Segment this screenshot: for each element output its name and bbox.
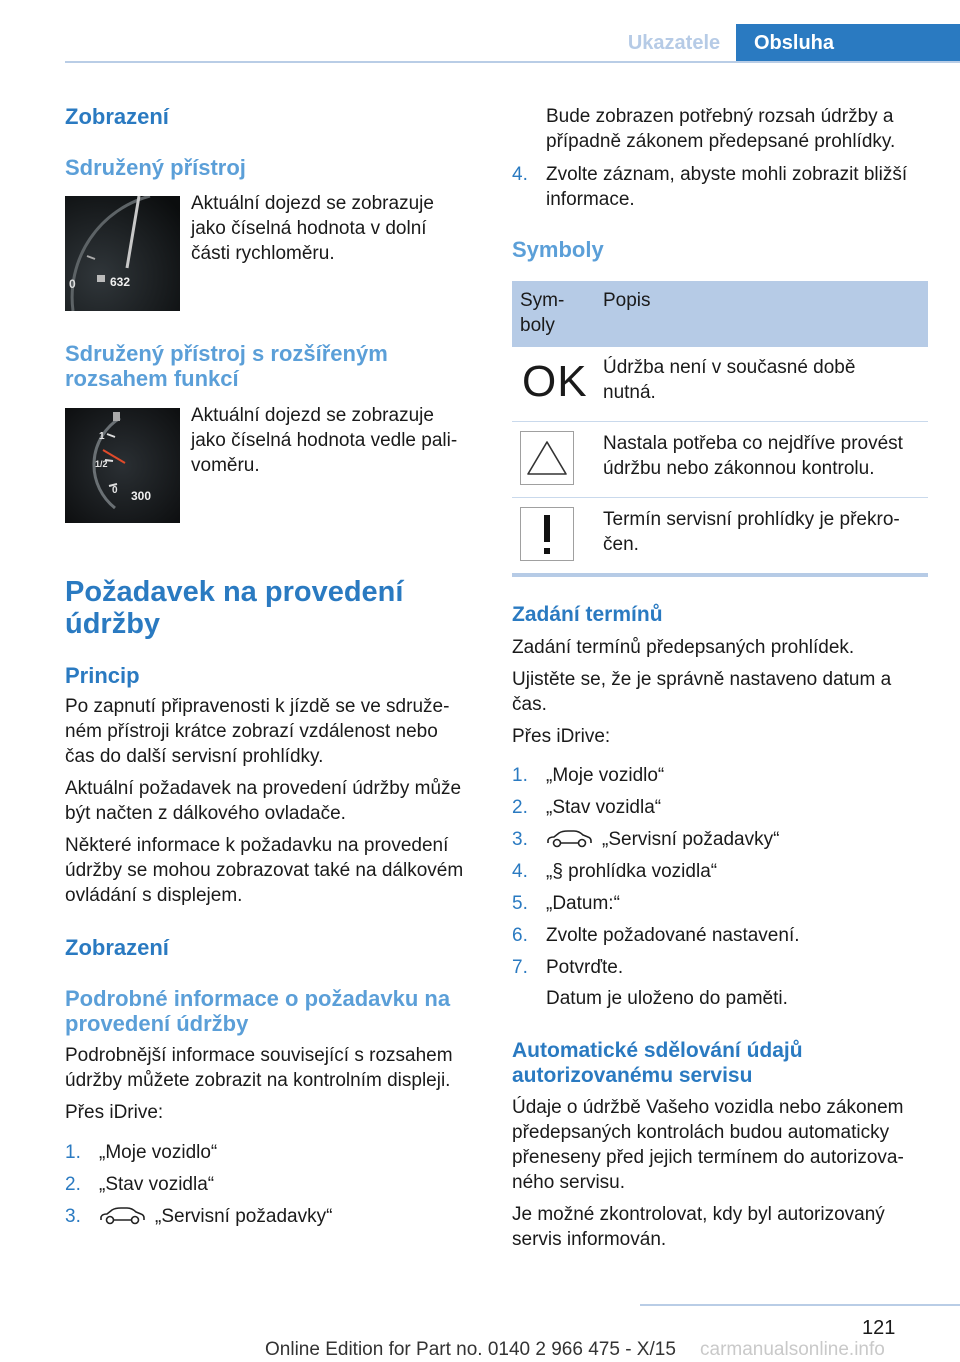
- car-icon: [546, 829, 592, 849]
- table-end-rule: [512, 573, 928, 577]
- table-header-symbols: Sym‐ boly: [520, 290, 565, 336]
- step-item: „§ prohlídka vozidla“: [546, 861, 718, 882]
- pres-idrive-right: Přes iDrive:: [512, 726, 611, 747]
- tab-ukazatele[interactable]: Ukazatele: [627, 32, 721, 54]
- range-value-extended: 300: [131, 489, 152, 503]
- table-row-desc: Údržba není v současné době nutná.: [603, 357, 856, 403]
- step-number: 4.: [512, 861, 528, 882]
- auto-paragraph-2: Je možné zkontrolovat, kdy byl autorizovaný servis informován.: [512, 1204, 885, 1250]
- heading-rozsireny: Sdružený přístroj s rozšířeným rozsahem funkcí: [65, 341, 388, 391]
- fuel-gauge-graphic: [65, 408, 180, 523]
- range-value: 632: [110, 275, 131, 289]
- zadani-paragraph-2: Ujistěte se, že je správně nastaveno datum a čas.: [512, 669, 892, 715]
- step-number: 2.: [512, 797, 528, 818]
- step-item: Zvolte požadované nastavení.: [546, 925, 800, 946]
- heading-podrobne: Podrobné informace o požadavku na provedení údržby: [65, 986, 451, 1036]
- speedometer-graphic: [65, 196, 180, 311]
- car-icon: [99, 1206, 145, 1226]
- heading-zadani-terminu: Zadání termínů: [512, 603, 663, 626]
- table-header: [512, 281, 928, 347]
- watermark: carmanualsonline.info: [700, 1339, 885, 1360]
- step-number: 4.: [512, 164, 528, 185]
- speedo-zero-label: 0: [69, 277, 76, 291]
- step-number: 1.: [65, 1142, 81, 1163]
- step-item: „Servisní požadavky“: [602, 829, 780, 850]
- podrobne-paragraph: Podrobnější informace související s rozsahem údržby můžete zobrazit na kontrolním displeji.: [65, 1045, 453, 1091]
- sdruzeny-text: Aktuální dojezd se zobrazuje jako číselná hodnota v dolní části rychloměru.: [191, 193, 434, 264]
- princip-paragraph-1: Po zapnutí připravenosti k jízdě se ve sdruže‐ ném přístroji krátce zobrazí vzdálenost nebo čas do další servisní prohlídky.: [65, 696, 450, 767]
- edition-line: Online Edition for Part no. 0140 2 966 475 - X/15: [265, 1339, 676, 1360]
- header-rule: [65, 61, 960, 63]
- heading-zobrazeni-2: Zobrazení: [65, 935, 169, 960]
- tab-obsluha[interactable]: Obsluha: [736, 24, 960, 62]
- heading-zobrazeni: Zobrazení: [65, 104, 169, 129]
- step-item: „Moje vozidlo“: [99, 1142, 218, 1163]
- table-row-separator: [512, 421, 928, 422]
- heading-symboly: Symboly: [512, 237, 604, 262]
- step-number: 3.: [512, 829, 528, 850]
- zadani-paragraph-1: Zadání termínů předepsaných prohlídek.: [512, 637, 855, 658]
- step-item: „Stav vozidla“: [546, 797, 662, 818]
- step-number: 6.: [512, 925, 528, 946]
- princip-paragraph-2: Aktuální požadavek na provedení údržby může být načten z dálkového ovladače.: [65, 778, 462, 824]
- step3-continuation: Bude zobrazen potřebný rozsah údržby a případně zákonem předepsané prohlídky.: [546, 106, 896, 152]
- heading-automaticke: Automatické sdělování údajů autorizovanému servisu: [512, 1039, 803, 1087]
- table-row-desc: Nastala potřeba co nejdříve provést údržbu nebo zákonnou kontrolu.: [603, 433, 903, 479]
- step-item: „Servisní požadavky“: [155, 1206, 333, 1227]
- step-number: 7.: [512, 957, 528, 978]
- step-number: 2.: [65, 1174, 81, 1195]
- heading-princip: Princip: [65, 663, 140, 688]
- ok-symbol-icon: OK: [522, 357, 588, 406]
- step-number: 3.: [65, 1206, 81, 1227]
- step-number: 5.: [512, 893, 528, 914]
- exclamation-icon: [520, 507, 574, 561]
- step4-text: Zvolte záznam, abyste mohli zobrazit bližší informace.: [546, 164, 908, 210]
- step-item: „Moje vozidlo“: [546, 765, 665, 786]
- step-number: 1.: [512, 765, 528, 786]
- warning-triangle-icon: [520, 431, 574, 485]
- page-number: 121: [862, 1317, 896, 1339]
- step-item: Potvrďte.: [546, 957, 624, 978]
- gauge-half-label: 1/2: [95, 459, 108, 469]
- heading-sdruzeny-pristroj: Sdružený přístroj: [65, 155, 246, 180]
- table-row-desc: Termín servisní prohlídky je překro‐ čen.: [603, 509, 900, 555]
- table-row-separator: [512, 497, 928, 498]
- footer-rule: [640, 1304, 960, 1306]
- step-item: „Stav vozidla“: [99, 1174, 215, 1195]
- gauge-full-label: 1: [99, 431, 105, 442]
- extended-cluster-image: [65, 408, 180, 523]
- table-header-description: Popis: [603, 290, 651, 311]
- step7-sub: Datum je uloženo do paměti.: [546, 988, 788, 1009]
- rozsireny-text: Aktuální dojezd se zobrazuje jako číselná hodnota vedle pali‐ voměru.: [191, 405, 458, 476]
- section-title-pozadavek: Požadavek na provedení údržby: [65, 576, 404, 640]
- pres-idrive-left: Přes iDrive:: [65, 1102, 164, 1123]
- gauge-empty-label: 0: [112, 485, 118, 496]
- instrument-cluster-image: [65, 196, 180, 311]
- step-item: „Datum:“: [546, 893, 620, 914]
- princip-paragraph-3: Některé informace k požadavku na provedení údržby se mohou zobrazovat také na dálkovém ovládání s displejem.: [65, 835, 464, 906]
- auto-paragraph-1: Údaje o údržbě Vašeho vozidla nebo zákonem předepsaných kontrolách budou automaticky přeneseny před jejich termínem do autorizova‐ ného servisu.: [512, 1097, 904, 1193]
